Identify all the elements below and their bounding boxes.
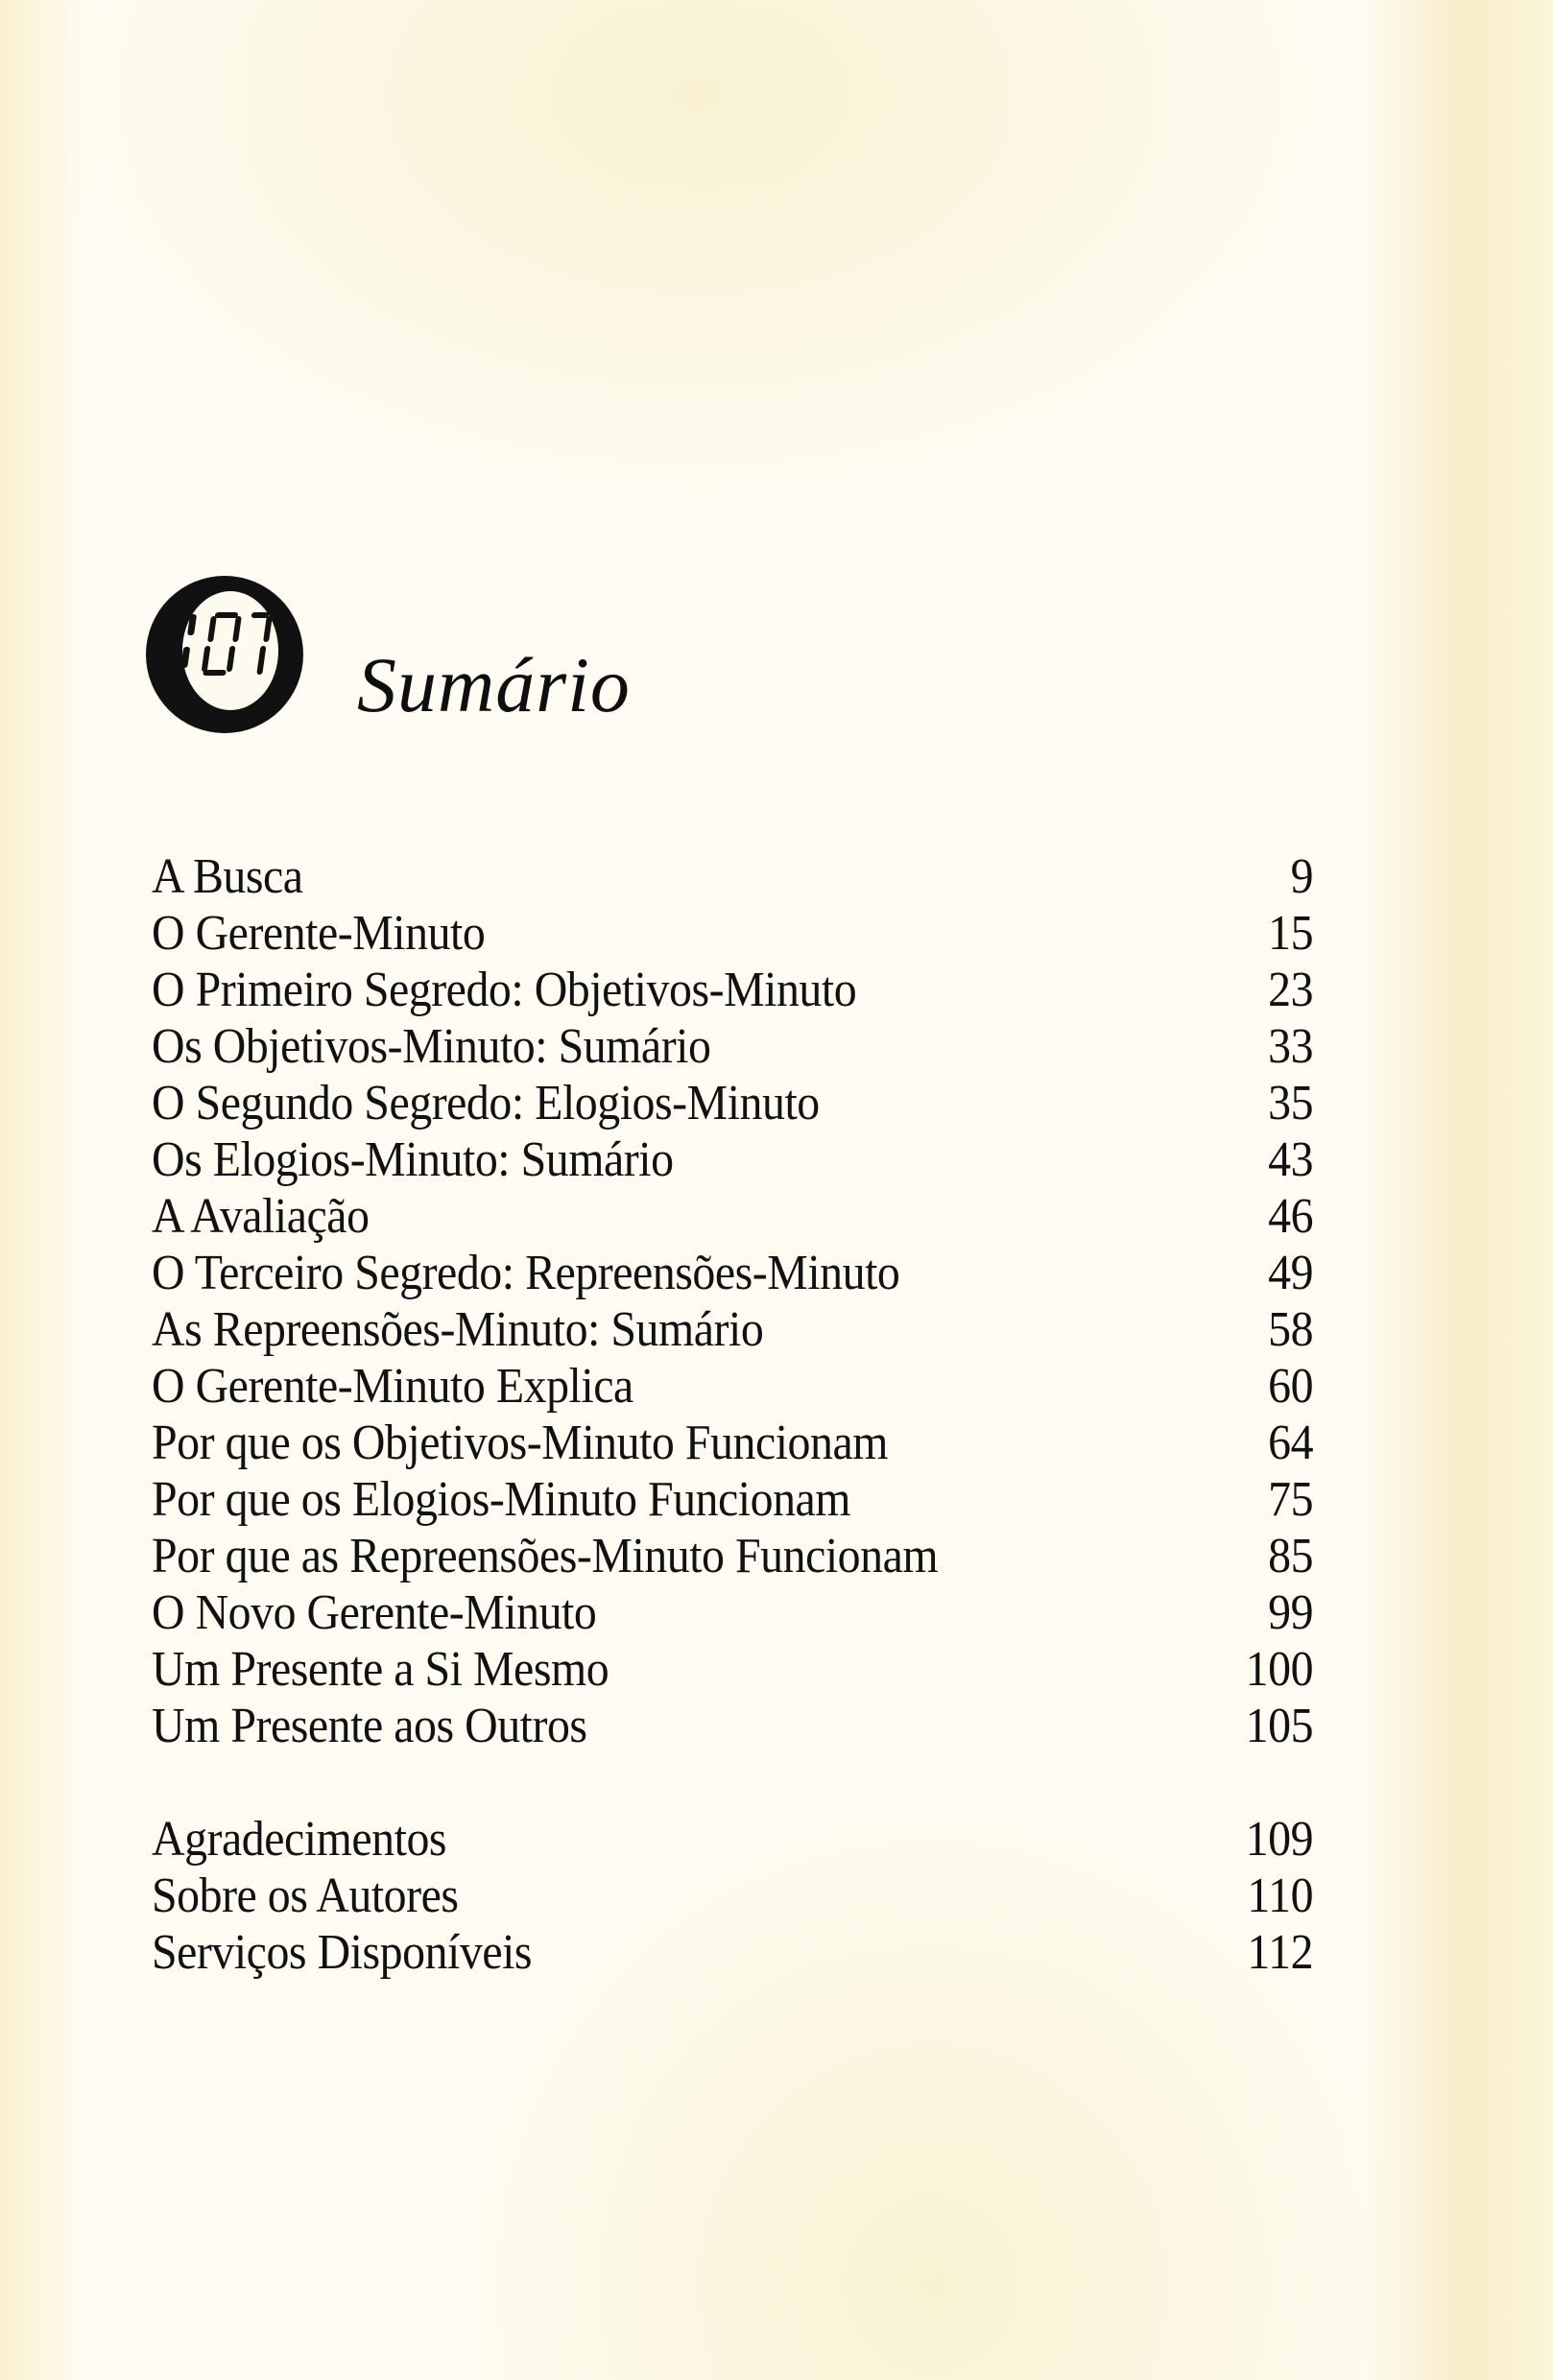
toc-entry-page: 100 (1245, 1642, 1314, 1697)
toc-entry-page: 105 (1245, 1699, 1314, 1753)
toc-entry-title: Por que as Repreensões-Minuto Funcionam (152, 1529, 939, 1583)
toc-entry-title: Serviços Disponíveis (152, 1925, 533, 1980)
toc-entry (152, 1245, 1313, 1301)
toc-entry-page: 64 (1268, 1416, 1314, 1470)
toc-entry (152, 1075, 1313, 1131)
toc-entry-page: 23 (1268, 963, 1314, 1017)
toc-entry-page: 85 (1268, 1529, 1314, 1583)
page-title: Sumário (357, 641, 631, 728)
toc-entry-page: 33 (1268, 1019, 1314, 1074)
toc-entry-page: 60 (1268, 1359, 1314, 1414)
toc-entry-title: Um Presente aos Outros (152, 1699, 587, 1753)
toc-entry (152, 905, 1313, 962)
toc-entry-page: 58 (1268, 1302, 1314, 1357)
toc-entry-title: A Busca (152, 849, 303, 904)
toc-entry-page: 43 (1268, 1132, 1314, 1187)
toc-entry (152, 1471, 1313, 1528)
toc-entry (152, 1188, 1313, 1245)
toc-entry-page: 110 (1247, 1868, 1314, 1923)
toc-entry-page: 75 (1268, 1472, 1314, 1527)
table-of-contents (152, 848, 1313, 1981)
toc-entry-title: O Gerente-Minuto Explica (152, 1359, 633, 1414)
toc-entry (152, 1415, 1313, 1471)
toc-entry (152, 1924, 1313, 1981)
toc-entry-title: O Novo Gerente-Minuto (152, 1585, 597, 1640)
toc-entry (152, 1358, 1313, 1415)
toc-entry-title: Os Objetivos-Minuto: Sumário (152, 1019, 711, 1074)
toc-entry (152, 1018, 1313, 1075)
toc-entry-page: 109 (1245, 1812, 1314, 1867)
toc-entry (152, 848, 1313, 905)
toc-entry-page: 9 (1290, 849, 1314, 904)
toc-entry (152, 1811, 1313, 1868)
toc-entry-title: Por que os Objetivos-Minuto Funcionam (152, 1416, 888, 1470)
toc-entry-page: 99 (1268, 1585, 1314, 1640)
toc-entry (152, 1641, 1313, 1698)
toc-entry-title: Um Presente a Si Mesmo (152, 1642, 609, 1697)
toc-entry-title: O Segundo Segredo: Elogios-Minuto (152, 1076, 820, 1130)
toc-entry-page: 49 (1268, 1246, 1314, 1300)
toc-entry-title: Sobre os Autores (152, 1868, 459, 1923)
clock-ring-icon (144, 574, 305, 735)
toc-entry-title: Por que os Elogios-Minuto Funcionam (152, 1472, 851, 1527)
toc-entry-page: 46 (1268, 1189, 1314, 1244)
toc-entry-title: Os Elogios-Minuto: Sumário (152, 1132, 674, 1187)
toc-entry-title: O Gerente-Minuto (152, 906, 486, 961)
toc-entry-page: 112 (1247, 1925, 1314, 1980)
toc-entry-title: Agradecimentos (152, 1812, 447, 1867)
toc-main-group (152, 848, 1313, 1754)
toc-entry (152, 962, 1313, 1018)
toc-entry (152, 1131, 1313, 1188)
contents-heading (144, 574, 912, 747)
toc-entry (152, 1584, 1313, 1641)
toc-entry-page: 35 (1268, 1076, 1314, 1130)
toc-entry-title: O Terceiro Segredo: Repreensões-Minuto (152, 1246, 900, 1300)
toc-entry (152, 1528, 1313, 1584)
toc-back-matter-group (152, 1811, 1313, 1981)
toc-entry-title: A Avaliação (152, 1189, 370, 1244)
toc-entry (152, 1868, 1313, 1924)
toc-entry-title: O Primeiro Segredo: Objetivos-Minuto (152, 963, 857, 1017)
toc-entry (152, 1698, 1313, 1754)
toc-entry-title: As Repreensões-Minuto: Sumário (152, 1302, 764, 1357)
toc-entry-page: 15 (1268, 906, 1314, 961)
toc-entry (152, 1301, 1313, 1358)
